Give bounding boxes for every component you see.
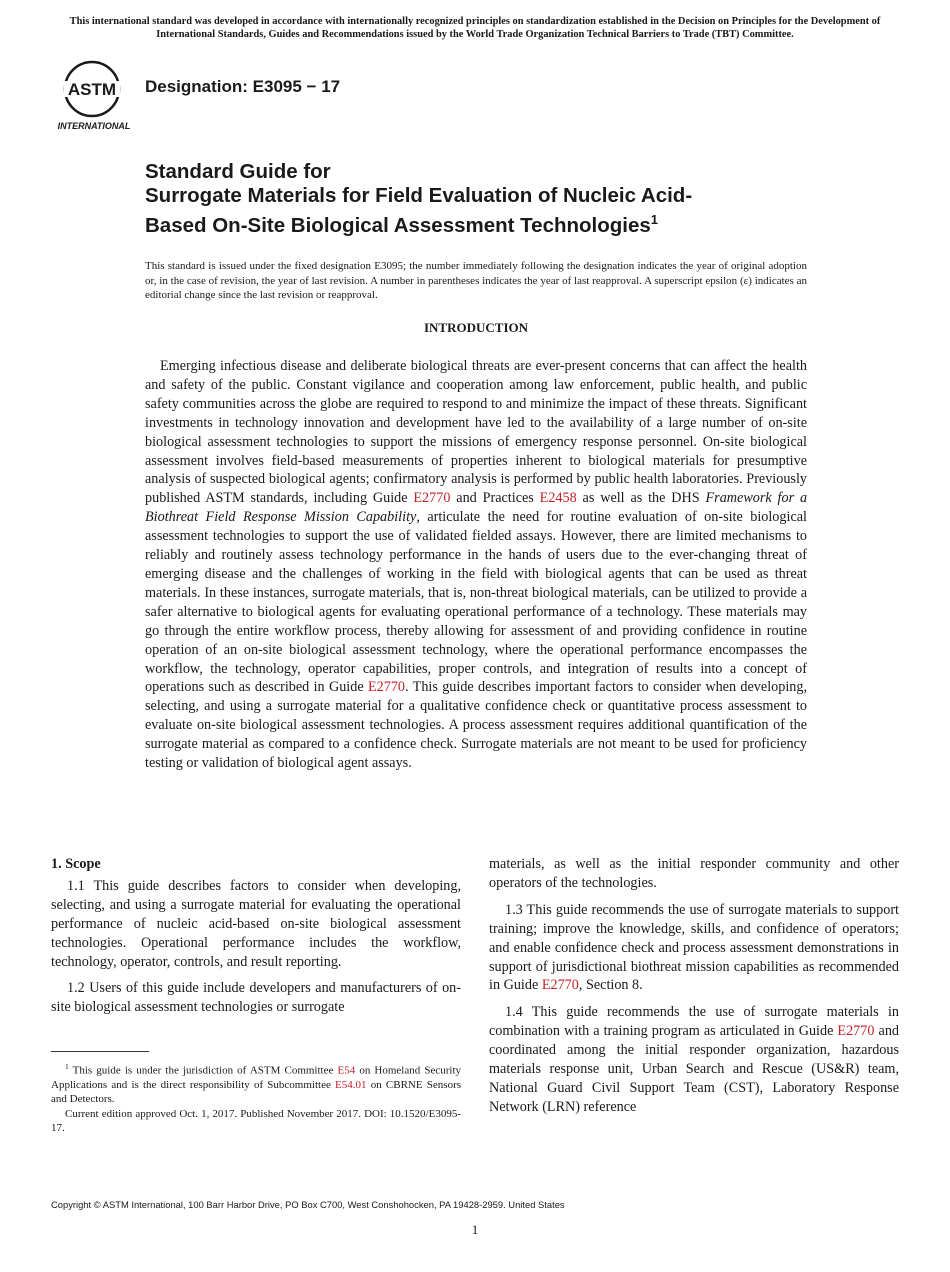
link-e2770[interactable]: E2770: [413, 490, 451, 507]
introduction-body: Emerging infectious disease and deliberate biological threats are ever-present concerns that can affect the health and safety of the public. Constant vigilance and cooperation among law enforcement, public health, and public safety communities across the globe are required to respond to and minimize the impact of these threats. Significant investments in technology innovation and development have led to the availability of a large number of on-site biological assessment technologies to support the missions of emergency response personnel. On-site biological assessment involves field-based measurements of properties inherent to biological materials for presumptive analysis of suspected biological agents; confirmatory analysis is performed by public health laboratories. Previously published ASTM standards, including Guide E2770 and Practices E2458 as well as the DHS Framework for a Biothreat Field Response Mission Capability, articulate the need for routine evaluation of on-site biological assessment technologies to support the use of validated fielded assays. However, there are limited mechanisms to reliably and routinely assess technology performance in the hands of users due to the ever-changing threat of emerging disease and the challenges of working in the field with biological agents that can be used as threat materials. In these instances, surrogate materials, that is, non-threat biological materials, can be utilized to provide a safer alternative to biological agents for evaluating operational performance of a technology. These materials may go through the entire workflow process, thereby allowing for assessment of and providing confidence in routine operation of an on-site biological assessment technology, where the operational performance encompasses the workflow, the technology, operator capabilities, proper controls, and integration of results into a concept of operations such as described in Guide E2770. This guide describes important factors to consider when developing, selecting, and using a surrogate material for a qualitative confidence check or quantitative process assessment to evaluate on-site biological assessment technologies. A process assessment requires additional quantification of the surrogate material as compared to a confidence check. Surrogate materials are not meant to be used for proficiency testing or validation of biological agent assays.: [145, 358, 808, 772]
framework-title: Framework for a Biothreat Field Response Mission Capability: [145, 490, 808, 526]
footnote-divider: [51, 1051, 149, 1052]
link-e2770-intro[interactable]: E2770: [367, 679, 406, 696]
designation: Designation: E3095 − 17: [145, 77, 341, 96]
edition-note: Current edition approved Oct. 1, 2017. Published November 2017. DOI: 10.1520/E3095-17.: [51, 1107, 461, 1135]
link-e54[interactable]: E54: [337, 1064, 356, 1077]
left-column: [51, 855, 461, 1025]
page-number: 1: [471, 1222, 479, 1237]
footnote-1: $^1$ This guide is under the jurisdiction of ASTM Committee E54 on Homeland Security Applications and is the direct responsibility of Subcommittee E54.01 on CBRNE Sensors and Detectors.: [51, 1062, 462, 1106]
logo-subtext: INTERNATIONAL: [57, 121, 131, 131]
link-e5401[interactable]: E54.01: [335, 1079, 367, 1092]
section-1-2-continued: materials, as well as the initial responder community and other operators of the technologies.: [489, 856, 899, 891]
title-line-3: Based On-Site Biological Assessment Technologies$^1$: [145, 212, 659, 237]
footnotes: [51, 1060, 461, 1136]
link-e2458[interactable]: E2458: [539, 490, 577, 507]
title-footnote-mark: 1: [650, 212, 659, 227]
title-line-1: Standard Guide for: [145, 160, 331, 183]
introduction-heading: INTRODUCTION: [423, 320, 528, 335]
link-e2770-s13[interactable]: E2770: [541, 977, 579, 994]
title-line-2: Surrogate Materials for Field Evaluation of Nucleic Acid-: [145, 184, 693, 207]
copyright-notice: Copyright © ASTM International, 100 Barr Harbor Drive, PO Box C700, West Conshohocken, PA 19428-2959. United States: [51, 1199, 565, 1210]
wto-notice: This international standard was developed in accordance with internationally recognized principles on standardization established in the Decision on Principles for the Development of International Standards, Guides and Recommendations issued by the World Trade Organization Technical Barriers to Trade (TBT) Committee.: [69, 16, 881, 40]
section-1-4: 1.4 This guide recommends the use of surrogate materials in combination with a training program as articulated in Guide E2770 and coordinated among the initial responder organization, hazardous materials response unit, Urban Search and Rescue (US&R) team, National Guard Civil Support Team (CST), Laboratory Response Network (LRN) reference: [489, 1004, 900, 1115]
section-1-3: 1.3 This guide recommends the use of surrogate materials to support training; improve the knowledge, skills, and confidence of operators; and enable confidence check and process assessment demonstrations in support of jurisdictional biothreat mission capabilities as recommended in Guide E2770, Section 8.: [489, 901, 899, 994]
scope-heading: 1. Scope: [51, 856, 101, 872]
document-title: [145, 160, 865, 238]
link-e2770-s14[interactable]: E2770: [837, 1023, 875, 1040]
right-column: [489, 855, 899, 1125]
issued-note: This standard is issued under the fixed designation E3095; the number immediately following the designation indicates the year of original adoption or, in the case of revision, the year of last revision. A number in parentheses indicates the year of last reapproval. A superscript epsilon (ε) indicates an editorial change since the last revision or reapproval.: [145, 260, 807, 301]
section-1-1: 1.1 This guide describes factors to consider when developing, selecting, and using a surrogate material for evaluating the operational performance of nucleic acid-based on-site biological assessment technologies. Operational performance includes the workflow, technology, operator, controls, and result reporting.: [51, 877, 461, 970]
section-1-2: 1.2 Users of this guide include developers and manufacturers of on-site biological assessment technologies or surrogate: [51, 980, 461, 1016]
astm-logo: [52, 60, 136, 134]
logo-text: ASTM: [67, 80, 117, 99]
